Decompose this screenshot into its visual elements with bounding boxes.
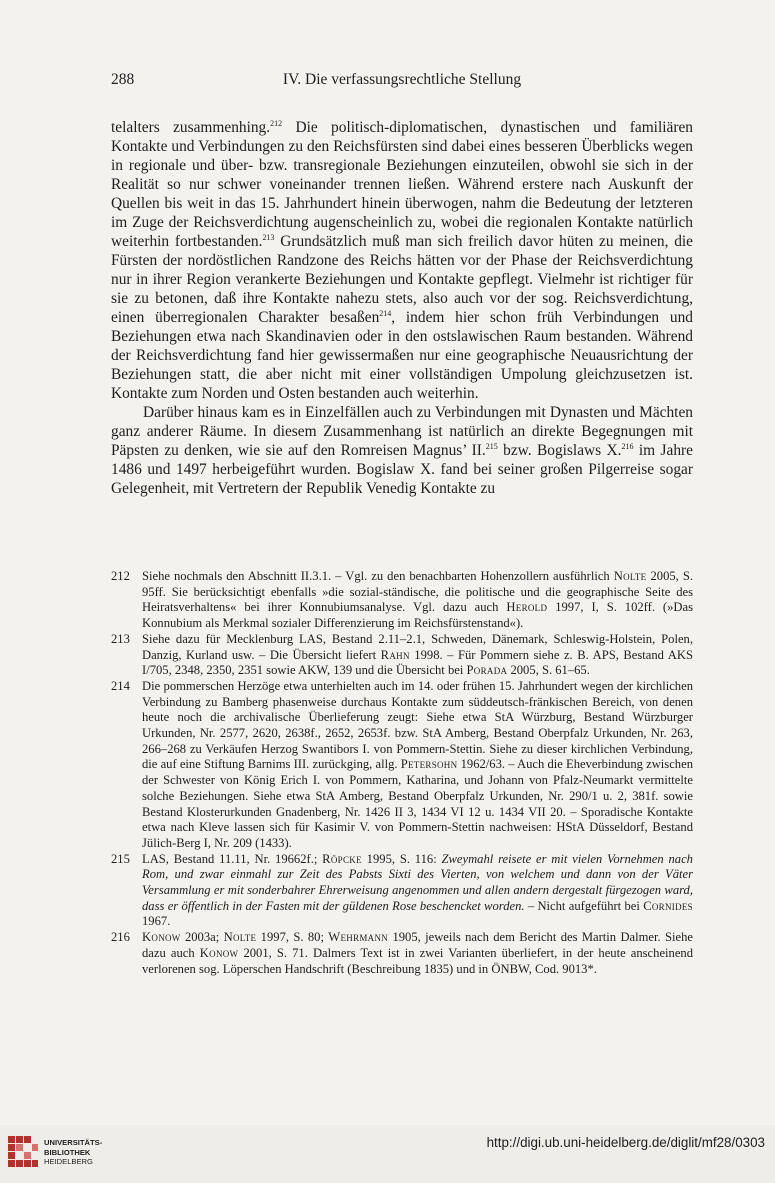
author-name: Konow bbox=[142, 930, 181, 945]
text-run: bzw. Bogislaws X. bbox=[497, 442, 622, 459]
footnotes bbox=[111, 569, 693, 977]
footnote-number: 215 bbox=[111, 851, 130, 866]
footnote-ref-212[interactable]: 212 bbox=[270, 119, 283, 128]
logo-line: BIBLIOTHEK bbox=[44, 1147, 91, 1157]
permalink-url[interactable]: http://digi.ub.uni-heidelberg.de/diglit/mf28/0303 bbox=[486, 1135, 765, 1150]
text-run: 2005, S. 61–65. bbox=[507, 663, 590, 678]
text-run: , indem hier schon früh Verbindungen und Beziehungen etwa nach Skandinavien oder in den ostslawischen Raum bestanden. Während der Reichsverdichtung fand hier gewissermaßen nur eine geographische Neuausrichtung der Beziehungen statt, die aber nicht mit einer vollständigen Umpolung gleichzusetzen ist. Kontakte zum Norden und Osten bestanden auch weiterhin. bbox=[111, 309, 693, 402]
author-name: Porada bbox=[466, 663, 508, 678]
library-name bbox=[44, 1138, 102, 1167]
viewer-footer bbox=[0, 1125, 775, 1183]
text-run: 1997, I, S. 102ff. (»Das Konnubium als Merkmal sozialer Differenzierung im Reichsfürstenstand«). bbox=[142, 600, 693, 631]
text-run: telalters zusammenhing. bbox=[111, 119, 271, 136]
author-name: Wehrmann bbox=[328, 930, 389, 945]
logo-line: UNIVERSITÄTS- bbox=[44, 1138, 103, 1147]
text-run: 1995, S. 116: bbox=[361, 851, 442, 866]
footnote-ref-214[interactable]: 214 bbox=[379, 309, 392, 318]
running-title: IV. Die verfassungsrechtliche Stellung bbox=[282, 71, 522, 88]
footnote-213 bbox=[111, 632, 693, 679]
text-run: – Nicht aufgeführt bei bbox=[524, 898, 644, 913]
author-name: Nolte bbox=[613, 569, 647, 583]
text-run: Grundsätzlich muß man sich freilich davor hüten zu meinen, die Fürsten der nordöstlichen Randzone des Reichs hätten vor der Phase der Reichsverdichtung nur in ihrer Region verankerte Beziehungen und Kontakte gepflegt. Vielmehr ist richtiger für sie zu betonen, daß ihre Kontakte nahezu stets, also auch vor der sog. Reichsverdichtung, einen überregionalen Charakter besaßen bbox=[111, 233, 694, 326]
page-number: 288 bbox=[111, 71, 135, 88]
quotation: Zweymahl reisete er mit vielen Vornehmen nach Rom, und zwar einmahl zur Zeit des Pabsts Sixti des Vierten, von welchem und dann von der Väter Versammlung er mit sonderbahrer Ehrerweisung angenommen und allen andern dergestalt fürgezogen ward, dass er öffentlich in der Fasten mit der güldenen Rose beschencket worden. bbox=[142, 851, 693, 913]
author-name: Röpcke bbox=[322, 851, 362, 866]
heidelberg-library-logo-icon bbox=[8, 1136, 38, 1170]
text-run: 2005, S. 95ff. Sie berücksichtigt ebenfalls »die sozial-ständische, die politische und die geographische Seite des Heiratsverhaltens« bei ihrer Konnubiumsanalyse. Vgl. dazu auch bbox=[142, 569, 693, 615]
author-name: Cornides bbox=[643, 898, 693, 913]
text-run: im Jahre 1486 und 1497 herbeigeführt wurden. Bogislaw X. fand bei seiner großen Pilgerreise sogar Gelegenheit, mit Vertretern der Republik Venedig Kontakte zu bbox=[111, 442, 693, 497]
logo-line: HEIDELBERG bbox=[44, 1157, 93, 1167]
text-run: 2003a; bbox=[180, 930, 224, 945]
text-run: Darüber hinaus kam es in Einzelfällen auch zu Verbindungen mit Dynasten und Mächten ganz anderer Räume. In diesem Zusammenhang ist natürlich an direkte Begegnungen mit Päpsten zu denken, wie sie auf den Romreisen Magnus’ II. bbox=[111, 404, 693, 459]
text-run: Die politisch-diplomatischen, dynastischen und familiären Kontakte und Verbindungen zu den Reichsfürsten sind dabei eines besseren Überblicks wegen in regionale und über- bzw. transregionale Beziehungen einzuteilen, obwohl sie sich in der Realität so nur schwer voneinander trennen ließen. Während erstere nach Auskunft der Quellen bis weit in das 15. Jahrhundert hinein überwogen, nahm die Bedeutung der letzteren im Zuge der Reichsverdichtung augenscheinlich zu, wobei die regionalen Kontakte natürlich weiterhin fortbestanden. bbox=[111, 119, 693, 250]
text-run: 1967. bbox=[142, 914, 171, 929]
running-header bbox=[111, 71, 693, 93]
footnote-ref-215[interactable]: 215 bbox=[485, 442, 498, 451]
footnote-ref-213[interactable]: 213 bbox=[262, 233, 275, 242]
footnote-216 bbox=[111, 930, 693, 977]
text-run: Siehe dazu für Mecklenburg LAS, Bestand 2.11–2.1, Schweden, Dänemark, Schleswig-Holstein, Polen, Danzig, Kurland usw. – Die Übersicht liefert bbox=[142, 631, 693, 662]
paragraph-1 bbox=[111, 118, 693, 403]
footnote-number: 216 bbox=[111, 930, 130, 945]
footnote-214 bbox=[111, 679, 693, 852]
main-text bbox=[111, 118, 693, 498]
author-name: Rahn bbox=[380, 647, 410, 662]
footnote-number: 214 bbox=[111, 678, 130, 693]
paragraph-2 bbox=[111, 403, 693, 498]
author-name: Petersohn bbox=[400, 757, 458, 772]
text-run: 1962/63. – Auch die Eheverbindung zwischen der Schwester von König Erich I. von Pommern, Katharina, und Johann von Pfalz-Neumarkt vermittelte solche Beziehungen. Siehe etwa StA Amberg, Bestand Oberpfalz Urkunden, Nr. 290/1 u. 2, 381f. sowie Bestand Klosterurkunden Gnadenberg, Nr. 1426 II 3, 1434 VI 12 u. 1434 VII 20. – Sporadische Kontakte etwa nach Kleve lassen sich für Kasimir V. von Pommern-Stettin nachweisen: HStA Düsseldorf, Bestand Jülich-Berg I, Nr. 209 (1433). bbox=[142, 757, 693, 850]
footnote-ref-216[interactable]: 216 bbox=[621, 442, 634, 451]
text-run: Die pommerschen Herzöge etwa unterhielten auch im 14. oder frühen 15. Jahrhundert wegen der kirchlichen Verbindung zu Bamberg phasenweise durchaus Kontakte zum süddeutsch-fränkischen Bereich, von denen heute noch die archivalische Überlieferung zeugt: Siehe etwa StA Würzburg, Bestand Würzburger Urkunden, Nr. 2577, 2620, 2638f., 2652, 2653f. bzw. StA Amberg, Bestand Oberpfalz Urkunden, Nr. 263, 266–268 zu Verkäufen Herzog Swantibors I. von Pommern-Stettin. Siehe zu dieser kirchlichen Verbindung, die auf eine Stiftung Barnims III. zurückging, allg. bbox=[142, 678, 693, 772]
footnote-number: 212 bbox=[111, 569, 130, 583]
text-run: 1997, S. 80; bbox=[256, 930, 329, 945]
author-name: Nolte bbox=[223, 930, 257, 945]
author-name: Konow bbox=[199, 945, 239, 960]
text-run: 1905, jeweils nach dem Bericht des Martin Dalmer. Siehe dazu auch bbox=[142, 930, 693, 960]
text-run: 1998. – Für Pommern siehe z. B. APS, Bestand AKS I/705, 2348, 2350, 2351 sowie AKW, 139 und die Übersicht bei bbox=[142, 647, 693, 678]
library-logo[interactable] bbox=[8, 1134, 108, 1174]
footnote-number: 213 bbox=[111, 631, 130, 646]
text-run: 2001, S. 71. Dalmers Text ist in zwei Varianten überliefert, in der heute anscheinend verlorenen sog. Löperschen Handschrift (Beschreibung 1835) und in ÖNBW, Cod. 9013*. bbox=[142, 945, 694, 976]
footnote-212 bbox=[111, 569, 693, 632]
footnote-215 bbox=[111, 852, 693, 931]
text-run: Siehe nochmals den Abschnitt II.3.1. – Vgl. zu den benachbarten Hohenzollern ausführlich bbox=[142, 569, 614, 583]
text-run: LAS, Bestand 11.11, Nr. 19662f.; bbox=[142, 851, 323, 866]
author-name: Herold bbox=[506, 600, 548, 615]
